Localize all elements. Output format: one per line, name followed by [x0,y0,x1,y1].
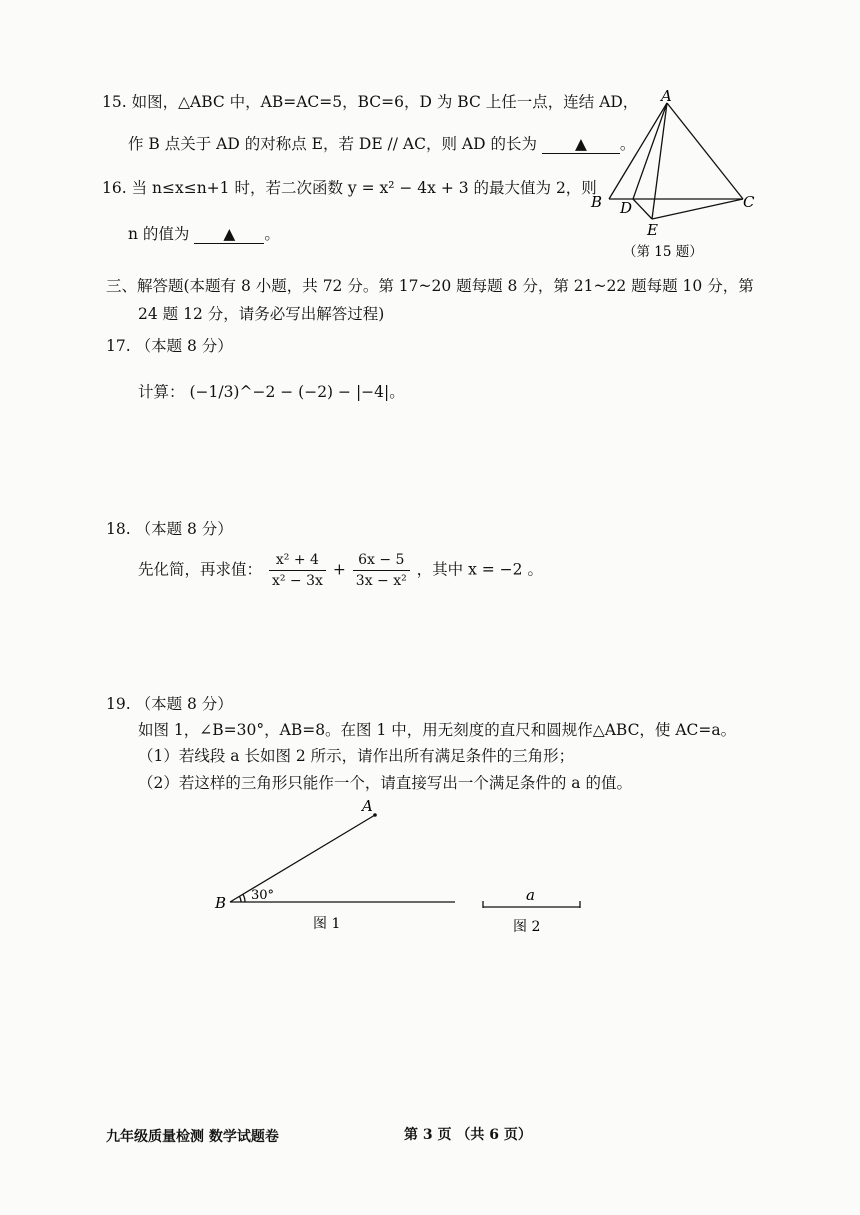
q18-plus: + [332,560,346,579]
q18-frac1-denominator: x² − 3x [271,573,323,589]
q15-figure-caption: （第 15 题） [623,244,703,260]
footer-left: 九年级质量检测 数学试题卷 [106,1129,279,1145]
angle-arc-inner [239,896,241,902]
q19-fig2-caption: 图 2 [513,919,541,935]
segment-ec [652,199,743,219]
triangle-marker-icon: ▲ [223,225,236,243]
segment-ac [667,103,743,199]
q18-prefix: 先化简，再求值： [138,560,263,579]
q15-line2 [128,132,635,154]
q15-label-b: B [591,193,603,211]
q17-header: 17. （本题 8 分） [106,337,233,355]
section3-line2: 24 题 12 分，请务必写出解答过程) [138,305,385,323]
q18-frac1-numerator: x² + 4 [269,552,326,571]
q15-label-a: A [661,87,672,105]
q19-line1: 如图 1，∠B=30°，AB=8。在图 1 中，用无刻度的直尺和圆规作△ABC，使 AC=a。 [138,721,737,739]
q15-line2-end: 。 [619,135,636,153]
q18-header: 18. （本题 8 分） [106,520,233,538]
q17-expression: (−1/3)^−2 − (−2) − |−4|。 [189,383,405,401]
q16-answer-blank [194,227,264,244]
q18-fraction-2 [353,552,410,589]
section3-line1: 三、解答题(本题有 8 小题，共 72 分。第 17~20 题每题 8 分，第 21~22 题每题 10 分，第 [106,277,754,295]
q18-problem [138,552,543,589]
q19-segment-label: a [526,886,535,904]
q19-part1: （1）若线段 a 长如图 2 所示，请作出所有满足条件的三角形； [138,747,575,765]
q15-label-d: D [620,199,633,217]
q18-suffix: ，其中 x = −2 。 [416,560,543,579]
q18-frac2-denominator: 3x − x² [355,573,407,589]
segment-de [633,199,652,219]
q15-line1: 15. 如图，△ABC 中，AB=AC=5，BC=6，D 为 BC 上任一点，连结 AD， [102,93,639,111]
q19-figures [205,795,595,945]
q16-line2 [128,222,280,244]
q15-line2-text: 作 B 点关于 AD 的对称点 E，若 DE // AC，则 AD 的长为 [128,135,537,153]
q19-label-a: A [362,797,373,815]
point-a [373,813,377,817]
q19-label-b: B [215,894,227,912]
angle-arc [243,894,245,902]
triangle-marker-icon: ▲ [574,135,587,153]
q19-angle-label: 30° [251,888,275,903]
q15-label-e: E [647,221,658,239]
q19-fig1-caption: 图 1 [313,916,341,932]
q17-prefix: 计算： [138,383,185,401]
q18-fraction-1 [269,552,326,589]
segment-ae [652,103,667,219]
q17-problem [138,380,405,402]
q15-label-c: C [743,193,755,211]
q16-line1: 16. 当 n≤x≤n+1 时，若二次函数 y = x² − 4x + 3 的最大值为 2，则 [102,179,597,197]
footer-page-number: 第 3 页 （共 6 页） [404,1127,532,1143]
q16-line2-end: 。 [264,225,280,243]
q18-frac2-numerator: 6x − 5 [353,552,410,571]
q19-part2: （2）若这样的三角形只能作一个，请直接写出一个满足条件的 a 的值。 [138,774,632,792]
q19-header: 19. （本题 8 分） [106,695,233,713]
q15-figure [585,85,760,265]
q16-line2-text: n 的值为 [128,225,190,243]
